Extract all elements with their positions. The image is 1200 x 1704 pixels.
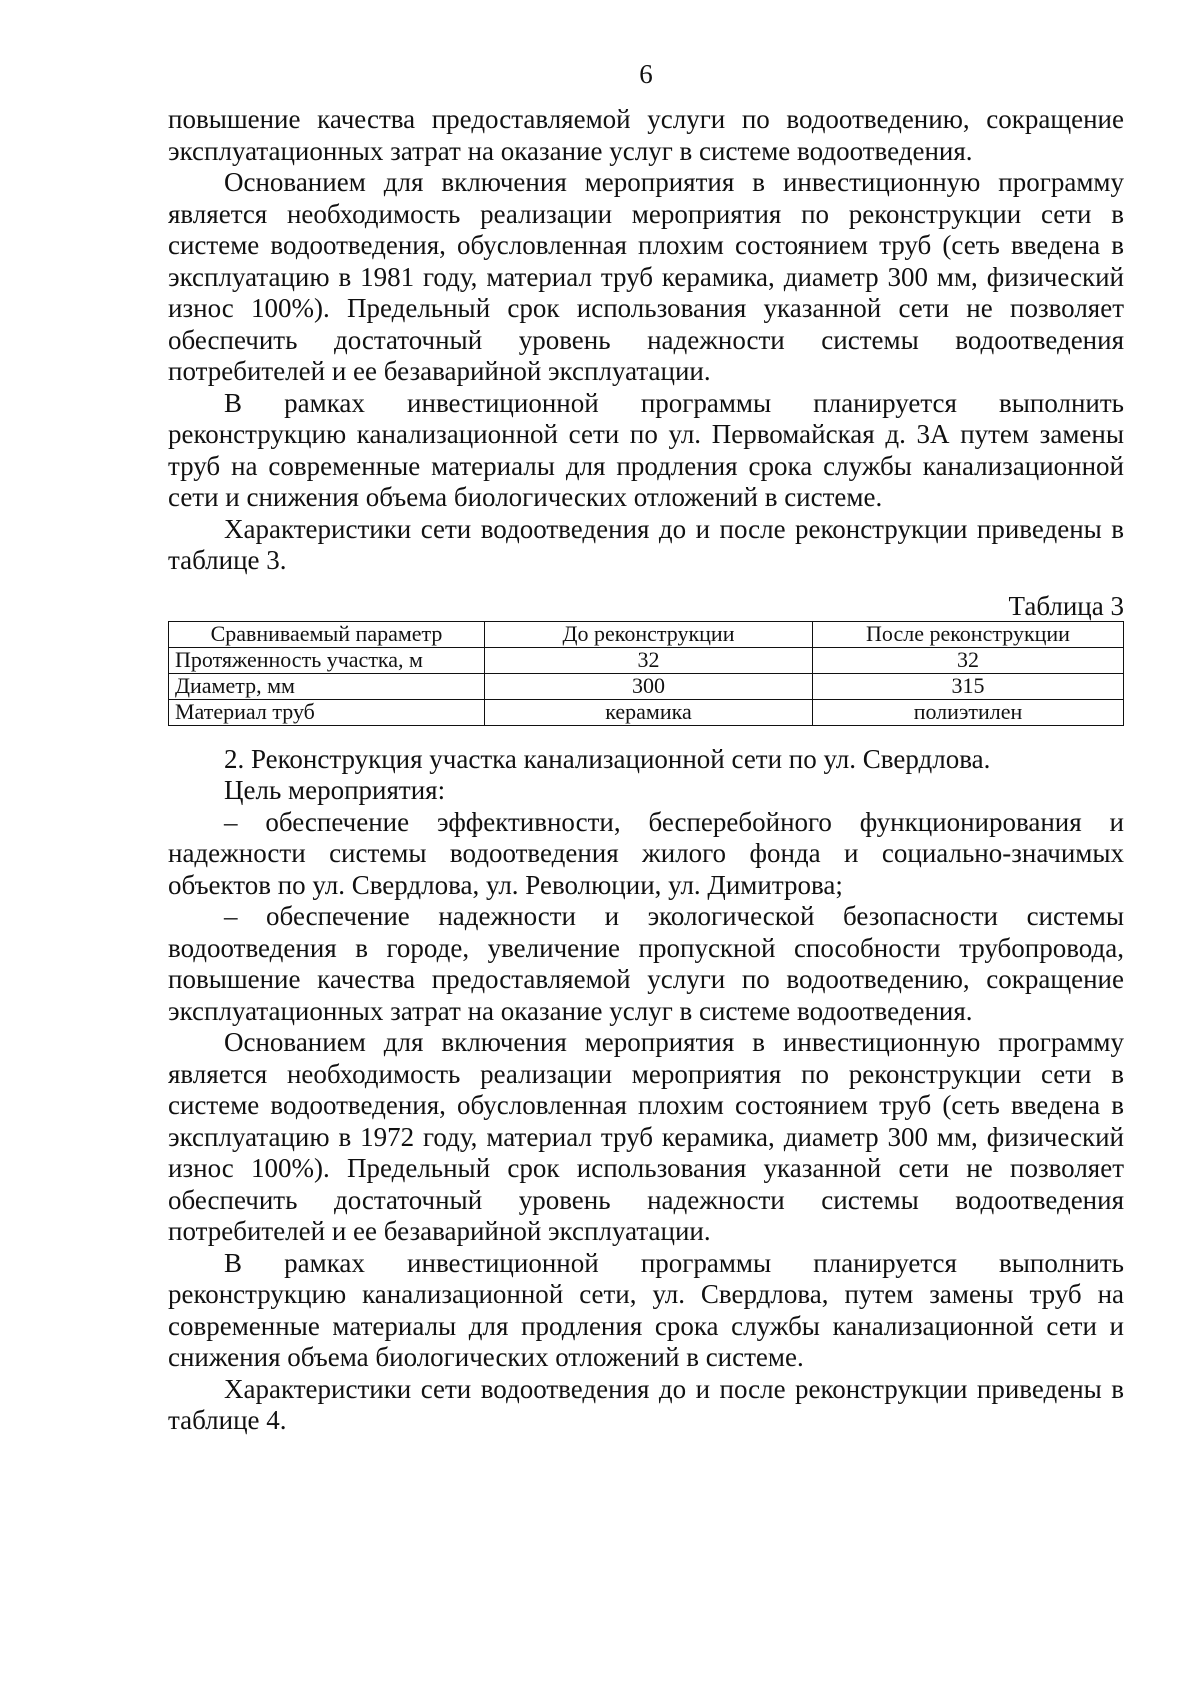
paragraph-basis-1: Основанием для включения мероприятия в инвестиционную программу является необходимость реализации мероприятия по реконструкции сети в системе водоотведения, обусловленная плохим состоянием труб (сеть введена в эксплуатацию в 1981 году, материал труб керамика, диаметр 300 мм, физический износ 100%). Предельный срок использования указанной сети не позволяет обеспечить достаточный уровень надежности системы водоотведения потребителей и ее безаварийной эксплуатации. [168,167,1124,386]
table-cell: 315 [813,673,1124,699]
table-row [169,647,1124,673]
document-page [168,58,1124,1437]
table-cell: 32 [485,647,813,673]
goal-item: – обеспечение эффективности, бесперебойного функционирования и надежности системы водоотведения жилого фонда и социально-значимых объектов по ул. Свердлова, ул. Революции, ул. Димитрова; [168,806,1124,900]
table-header-row [169,621,1124,647]
paragraph-basis-2: Основанием для включения мероприятия в инвестиционную программу является необходимость реализации мероприятия по реконструкции сети в системе водоотведения, обусловленная плохим состоянием труб (сеть введена в эксплуатацию в 1972 году, материал труб керамика, диаметр 300 мм, физический износ 100%). Предельный срок использования указанной сети не позволяет обеспечить достаточный уровень надежности системы водоотведения потребителей и ее безаварийной эксплуатации. [168,1027,1124,1246]
table-cell: Диаметр, мм [169,673,485,699]
table-header-cell: Сравниваемый параметр [169,621,485,647]
section-heading: 2. Реконструкция участка канализационной сети по ул. Свердлова. [224,743,991,774]
table-cell: 300 [485,673,813,699]
table-cell: Материал труб [169,699,485,725]
paragraph-continuation: повышение качества предоставляемой услуги по водоотведению, сокращение эксплуатационных затрат на оказание услуг в системе водоотведения. [168,104,1124,166]
table-cell: 32 [813,647,1124,673]
goal-item: – обеспечение надежности и экологической безопасности системы водоотведения в городе, увеличение пропускной способности трубопровода, повышение качества предоставляемой услуги по водоотведению, сокращение эксплуатационных затрат на оказание услуг в системе водоотведения. [168,901,1124,1026]
table-row [169,699,1124,725]
paragraph-table4-intro: Характеристики сети водоотведения до и после реконструкции приведены в таблице 4. [168,1373,1124,1435]
comparison-table [168,621,1124,726]
page-number: 6 [639,59,653,89]
paragraph-plan-1: В рамках инвестиционной программы планируется выполнить реконструкцию канализационной сети по ул. Первомайская д. 3А путем замены труб на современные материалы для продления срока службы канализационной сети и снижения объема биологических отложений в системе. [168,387,1124,512]
table-cell: Протяженность участка, м [169,647,485,673]
goal-label: Цель мероприятия: [224,775,446,805]
paragraph-plan-2: В рамках инвестиционной программы планируется выполнить реконструкцию канализационной сети, ул. Свердлова, путем замены труб на современные материалы для продления срока службы канализационной сети и снижения объема биологических отложений в системе. [168,1247,1124,1372]
paragraph-table3-intro: Характеристики сети водоотведения до и после реконструкции приведены в таблице 3. [168,513,1124,575]
table-cell: полиэтилен [813,699,1124,725]
table-header-cell: После реконструкции [813,621,1124,647]
table-cell: керамика [485,699,813,725]
table-header-cell: До реконструкции [485,621,813,647]
table-row [169,673,1124,699]
table-caption: Таблица 3 [1008,590,1124,621]
